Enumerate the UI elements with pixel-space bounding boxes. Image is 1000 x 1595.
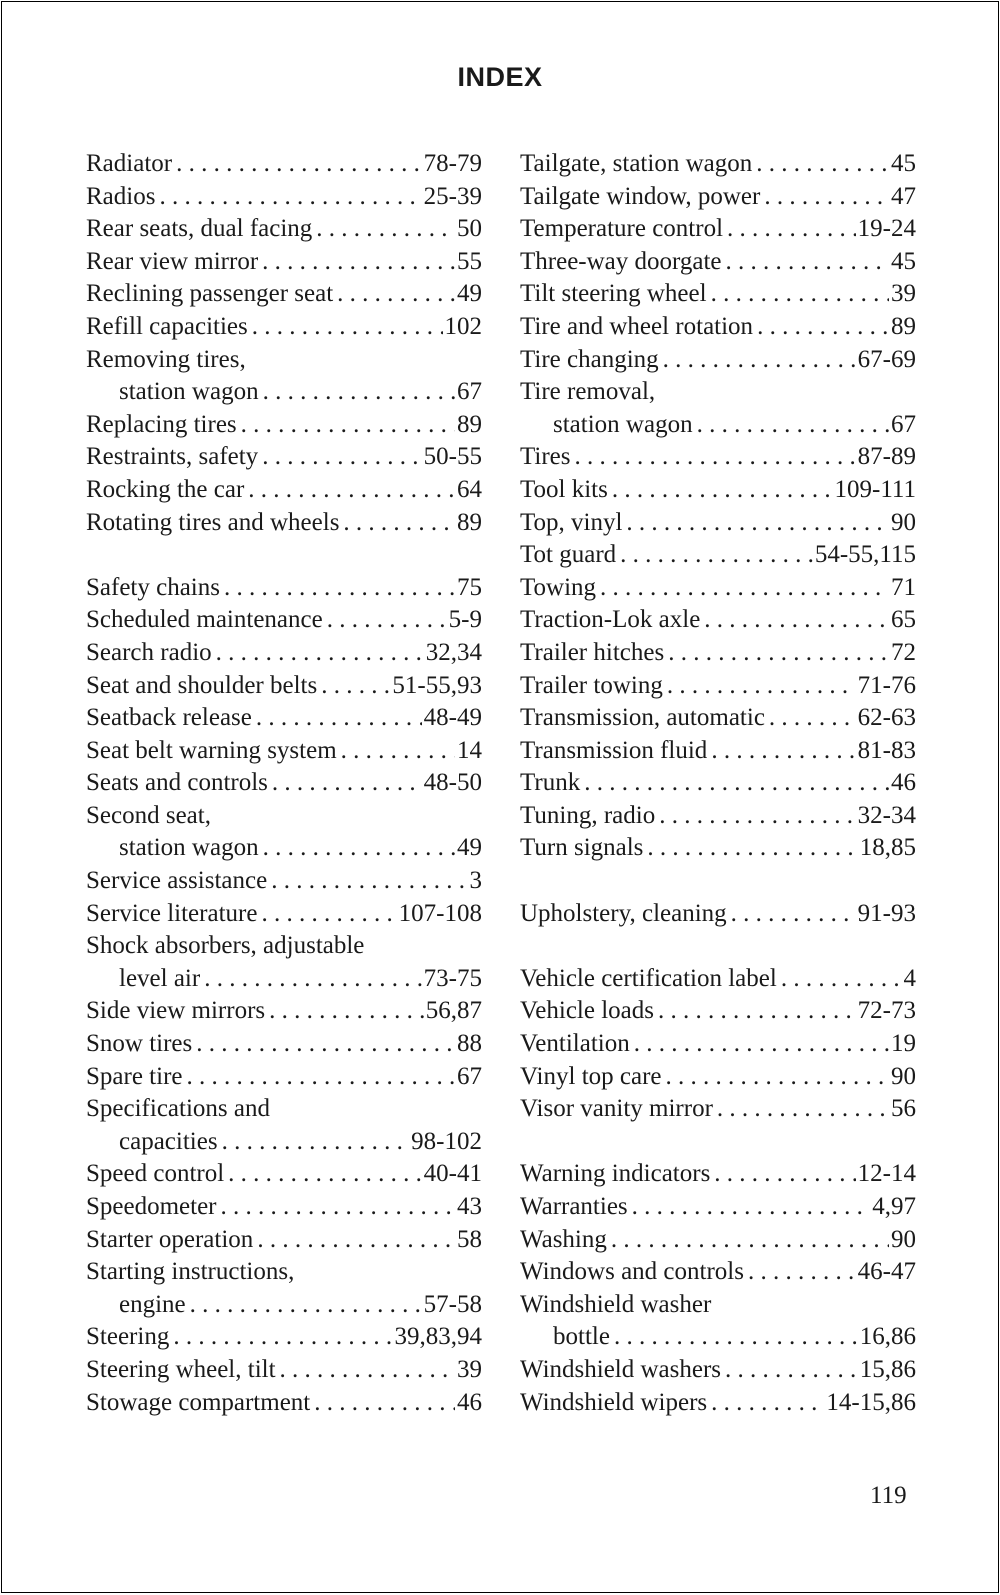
index-term: Rear view mirror bbox=[86, 247, 259, 275]
index-page-ref: 32,34 bbox=[425, 638, 482, 666]
index-term: Trailer towing bbox=[520, 671, 663, 699]
index-page-ref: 67 bbox=[891, 410, 916, 438]
index-term: Warranties bbox=[520, 1193, 628, 1220]
index-entry bbox=[520, 1191, 916, 1224]
index-entry bbox=[520, 767, 916, 800]
index-term: Towing bbox=[520, 573, 597, 601]
index-entry bbox=[520, 604, 916, 637]
index-term: capacities bbox=[119, 1127, 218, 1155]
dot-leader bbox=[259, 832, 455, 865]
index-page-ref: 56,87 bbox=[425, 997, 482, 1025]
index-page-ref: 4,97 bbox=[872, 1193, 916, 1220]
index-term: Speedometer bbox=[86, 1193, 217, 1220]
index-term: Steering wheel, tilt bbox=[86, 1355, 276, 1383]
index-entry bbox=[520, 376, 916, 409]
dot-leader bbox=[628, 1191, 871, 1224]
index-entry bbox=[86, 930, 482, 963]
dot-leader bbox=[662, 1061, 889, 1094]
index-term: Rear seats, dual facing bbox=[86, 215, 313, 243]
dot-leader bbox=[258, 441, 421, 474]
index-term: Speed control bbox=[86, 1160, 225, 1188]
index-entry bbox=[520, 1387, 916, 1420]
index-term: Seat and shoulder belts bbox=[86, 671, 318, 699]
index-page-ref: 40-41 bbox=[423, 1160, 482, 1188]
dot-leader bbox=[580, 767, 889, 800]
index-page-ref: 39 bbox=[891, 280, 916, 308]
index-page-ref: 67-69 bbox=[857, 345, 916, 373]
index-page-ref: 46 bbox=[891, 769, 916, 797]
index-term: Trailer hitches bbox=[520, 638, 665, 666]
index-term: Tire changing bbox=[520, 345, 659, 373]
index-page-ref: 78-79 bbox=[423, 150, 482, 177]
index-term: Snow tires bbox=[86, 1030, 193, 1058]
dot-leader bbox=[765, 702, 856, 735]
index-term: Scheduled maintenance bbox=[86, 606, 323, 634]
index-entry bbox=[520, 1061, 916, 1094]
dot-leader bbox=[622, 507, 889, 540]
index-term: bottle bbox=[553, 1323, 610, 1351]
index-term: Top, vinyl bbox=[520, 508, 623, 536]
index-page-ref: 12-14 bbox=[857, 1160, 916, 1188]
index-term: Service literature bbox=[86, 899, 258, 927]
index-page-ref: 64 bbox=[457, 475, 482, 503]
index-entry bbox=[520, 1224, 916, 1257]
dot-leader bbox=[217, 1191, 455, 1224]
index-entry bbox=[86, 148, 482, 181]
dot-leader bbox=[760, 181, 889, 214]
index-page-ref: 51-55,93 bbox=[392, 671, 482, 699]
index-term: Rocking the car bbox=[86, 475, 245, 503]
dot-leader bbox=[259, 376, 455, 409]
index-page-ref: 39 bbox=[457, 1355, 482, 1383]
dot-leader bbox=[220, 572, 455, 605]
index-page-ref: 88 bbox=[457, 1030, 482, 1058]
index-term: Refill capacities bbox=[86, 312, 248, 340]
index-entry bbox=[86, 995, 482, 1028]
index-entry bbox=[86, 344, 482, 377]
index-entry bbox=[86, 735, 482, 768]
index-term: station wagon bbox=[119, 378, 259, 406]
dot-leader bbox=[753, 311, 889, 344]
index-entry bbox=[520, 344, 916, 377]
index-page-ref: 72-73 bbox=[857, 997, 916, 1025]
index-page-ref: 91-93 bbox=[857, 899, 916, 927]
dot-leader bbox=[654, 995, 856, 1028]
dot-leader bbox=[655, 800, 855, 833]
dot-leader bbox=[312, 213, 455, 246]
dot-leader bbox=[244, 474, 455, 507]
index-page-ref: 90 bbox=[891, 508, 916, 536]
index-page-ref: 98-102 bbox=[411, 1127, 482, 1155]
index-entry bbox=[86, 832, 482, 865]
index-page-ref: 57-58 bbox=[423, 1290, 482, 1318]
index-term: engine bbox=[119, 1290, 186, 1318]
index-term: Second seat, bbox=[86, 801, 211, 829]
index-entry bbox=[520, 278, 916, 311]
index-page-ref: 71 bbox=[891, 573, 916, 601]
dot-leader bbox=[710, 1158, 855, 1191]
dot-leader bbox=[659, 344, 856, 377]
index-entry bbox=[86, 963, 482, 996]
index-term: Turn signals bbox=[520, 834, 644, 862]
dot-leader bbox=[267, 865, 467, 898]
index-page-ref: 72 bbox=[891, 638, 916, 666]
index-entry bbox=[86, 213, 482, 246]
index-entry bbox=[86, 1191, 482, 1224]
index-entry bbox=[86, 1126, 482, 1159]
dot-leader bbox=[707, 278, 889, 311]
index-term: Search radio bbox=[86, 638, 212, 666]
index-term: Traction-Lok axle bbox=[520, 606, 701, 634]
index-entry bbox=[86, 702, 482, 735]
index-term: Tailgate window, power bbox=[520, 182, 761, 210]
dot-leader bbox=[252, 702, 422, 735]
dot-leader bbox=[727, 898, 856, 931]
dot-leader bbox=[693, 409, 889, 442]
index-page-ref: 102 bbox=[444, 312, 482, 340]
dot-leader bbox=[777, 963, 902, 996]
index-entry bbox=[86, 474, 482, 507]
index-entry bbox=[86, 311, 482, 344]
index-entry bbox=[520, 474, 916, 507]
index-term: station wagon bbox=[553, 410, 693, 438]
index-entry bbox=[520, 409, 916, 442]
index-term: Seats and controls bbox=[86, 769, 268, 797]
dot-leader bbox=[323, 604, 447, 637]
index-term: Temperature control bbox=[520, 215, 724, 243]
dot-leader bbox=[310, 1387, 455, 1420]
index-page-ref: 14 bbox=[457, 736, 482, 764]
index-term: Three-way doorgate bbox=[520, 247, 722, 275]
index-entry bbox=[86, 507, 482, 540]
dot-leader bbox=[268, 767, 422, 800]
index-page-ref: 46-47 bbox=[857, 1258, 916, 1286]
index-entry bbox=[520, 1256, 916, 1289]
index-entry bbox=[86, 409, 482, 442]
index-term: Removing tires, bbox=[86, 345, 246, 373]
index-page-ref: 75 bbox=[457, 573, 482, 601]
index-page-ref: 50 bbox=[457, 215, 482, 243]
index-page-ref: 5-9 bbox=[448, 606, 482, 634]
index-term: Tilt steering wheel bbox=[520, 280, 707, 308]
index-entry bbox=[520, 670, 916, 703]
index-term: Replacing tires bbox=[86, 410, 237, 438]
index-entry bbox=[520, 1354, 916, 1387]
index-spacer bbox=[520, 930, 916, 963]
index-page-ref: 55 bbox=[457, 247, 482, 275]
index-entry bbox=[520, 311, 916, 344]
index-page-ref: 56 bbox=[891, 1095, 916, 1123]
index-entry bbox=[520, 1028, 916, 1061]
index-entry bbox=[86, 572, 482, 605]
index-entry bbox=[520, 441, 916, 474]
index-term: Visor vanity mirror bbox=[520, 1095, 713, 1123]
index-entry bbox=[520, 181, 916, 214]
index-term: Tire and wheel rotation bbox=[520, 312, 754, 340]
index-term: Ventilation bbox=[520, 1030, 630, 1058]
index-entry bbox=[520, 735, 916, 768]
index-page-ref: 45 bbox=[891, 150, 916, 177]
index-entry bbox=[520, 1289, 916, 1322]
index-term: Trunk bbox=[520, 769, 581, 797]
index-entry bbox=[520, 898, 916, 931]
index-spacer bbox=[520, 1126, 916, 1159]
index-page-ref: 39,83,94 bbox=[394, 1323, 482, 1351]
dot-leader bbox=[237, 409, 455, 442]
index-page-ref: 67 bbox=[457, 1062, 482, 1090]
index-entry bbox=[86, 1321, 482, 1354]
index-term: Specifications and bbox=[86, 1095, 270, 1123]
dot-leader bbox=[218, 1126, 410, 1159]
index-term: Steering bbox=[86, 1323, 170, 1351]
index-entry bbox=[520, 1158, 916, 1191]
index-term: Tot guard bbox=[520, 541, 617, 569]
index-page-ref: 25-39 bbox=[423, 182, 482, 210]
index-entry bbox=[86, 1224, 482, 1257]
dot-leader bbox=[224, 1158, 422, 1191]
dot-leader bbox=[663, 670, 856, 703]
index-page-ref: 54-55,115 bbox=[814, 541, 916, 569]
index-term: Tailgate, station wagon bbox=[520, 150, 753, 177]
index-term: Vinyl top care bbox=[520, 1062, 662, 1090]
index-term: Windshield washer bbox=[520, 1290, 712, 1318]
index-term: Starter operation bbox=[86, 1225, 254, 1253]
index-term: Windows and controls bbox=[520, 1258, 744, 1286]
dot-leader bbox=[707, 1387, 824, 1420]
index-term: Tire removal, bbox=[520, 378, 656, 406]
index-entry bbox=[86, 278, 482, 311]
dot-leader bbox=[700, 604, 889, 637]
index-entry bbox=[86, 1028, 482, 1061]
index-term: Transmission fluid bbox=[520, 736, 708, 764]
dot-leader bbox=[571, 441, 856, 474]
index-page-ref: 14-15,86 bbox=[826, 1388, 916, 1416]
dot-leader bbox=[192, 1028, 455, 1061]
index-entry bbox=[520, 213, 916, 246]
index-page-ref: 107-108 bbox=[398, 899, 482, 927]
index-entry bbox=[86, 637, 482, 670]
dot-leader bbox=[265, 995, 424, 1028]
index-entry bbox=[520, 148, 916, 181]
dot-leader bbox=[276, 1354, 455, 1387]
index-page-ref: 3 bbox=[469, 867, 482, 895]
index-entry bbox=[520, 246, 916, 279]
dot-leader bbox=[339, 507, 455, 540]
index-term: Vehicle loads bbox=[520, 997, 654, 1025]
index-page-ref: 19 bbox=[891, 1030, 916, 1058]
dot-leader bbox=[752, 148, 889, 181]
dot-leader bbox=[723, 213, 856, 246]
index-term: Shock absorbers, adjustable bbox=[86, 932, 365, 960]
index-page-ref: 15,86 bbox=[859, 1355, 916, 1383]
index-entry bbox=[86, 1093, 482, 1126]
index-entry bbox=[86, 1256, 482, 1289]
dot-leader bbox=[212, 637, 424, 670]
dot-leader bbox=[607, 1224, 889, 1257]
index-page-ref: 47 bbox=[891, 182, 916, 210]
dot-leader bbox=[713, 1093, 889, 1126]
dot-leader bbox=[333, 278, 455, 311]
index-term: Tool kits bbox=[520, 475, 608, 503]
index-page-ref: 89 bbox=[457, 508, 482, 536]
page-number: 119 bbox=[870, 1482, 907, 1509]
index-term: Starting instructions, bbox=[86, 1258, 295, 1286]
index-term: level air bbox=[119, 964, 201, 992]
index-entry bbox=[86, 604, 482, 637]
index-entry bbox=[86, 670, 482, 703]
index-entry bbox=[520, 572, 916, 605]
dot-leader bbox=[257, 898, 396, 931]
dot-leader bbox=[337, 735, 455, 768]
index-term: Tuning, radio bbox=[520, 801, 656, 829]
index-page-ref: 90 bbox=[891, 1062, 916, 1090]
index-term: Radios bbox=[86, 182, 156, 210]
dot-leader bbox=[721, 1354, 858, 1387]
index-column-right bbox=[520, 148, 916, 1419]
page-title: INDEX bbox=[457, 62, 543, 92]
index-term: Spare tire bbox=[86, 1062, 183, 1090]
index-page-ref: 87-89 bbox=[857, 443, 916, 471]
dot-leader bbox=[608, 474, 833, 507]
index-page-ref: 4 bbox=[903, 964, 916, 992]
index-entry bbox=[86, 898, 482, 931]
index-term: Side view mirrors bbox=[86, 997, 266, 1025]
index-column-left bbox=[86, 148, 482, 1419]
dot-leader bbox=[172, 148, 422, 181]
dot-leader bbox=[643, 832, 857, 865]
index-entry bbox=[86, 181, 482, 214]
index-page-ref: 19-24 bbox=[857, 215, 916, 243]
index-entry bbox=[520, 963, 916, 996]
index-page-ref: 81-83 bbox=[857, 736, 916, 764]
index-page-ref: 16,86 bbox=[859, 1323, 916, 1351]
dot-leader bbox=[610, 1321, 858, 1354]
dot-leader bbox=[182, 1061, 455, 1094]
index-entry bbox=[86, 767, 482, 800]
dot-leader bbox=[253, 1224, 455, 1257]
index-page-ref: 65 bbox=[891, 606, 916, 634]
index-term: station wagon bbox=[119, 834, 259, 862]
index-term: Washing bbox=[520, 1225, 607, 1253]
index-page-ref: 50-55 bbox=[423, 443, 482, 471]
index-page-ref: 89 bbox=[891, 312, 916, 340]
dot-leader bbox=[664, 637, 889, 670]
index-term: Seat belt warning system bbox=[86, 736, 337, 764]
dot-leader bbox=[317, 670, 390, 703]
dot-leader bbox=[707, 735, 855, 768]
index-entry bbox=[520, 800, 916, 833]
index-term: Radiator bbox=[86, 150, 173, 177]
index-entry bbox=[86, 441, 482, 474]
index-term: Tires bbox=[520, 443, 571, 471]
index-page-ref: 49 bbox=[457, 280, 482, 308]
index-page-ref: 32-34 bbox=[857, 801, 916, 829]
index-entry bbox=[520, 539, 916, 572]
dot-leader bbox=[630, 1028, 889, 1061]
index-entry bbox=[520, 1321, 916, 1354]
index-page-ref: 89 bbox=[457, 410, 482, 438]
index-page-ref: 49 bbox=[457, 834, 482, 862]
index-entry bbox=[86, 1061, 482, 1094]
index-page-ref: 48-49 bbox=[423, 704, 482, 732]
index-spacer bbox=[520, 865, 916, 898]
index-page-ref: 90 bbox=[891, 1225, 916, 1253]
index-entry bbox=[520, 1093, 916, 1126]
dot-leader bbox=[169, 1321, 392, 1354]
index-term: Restraints, safety bbox=[86, 443, 259, 471]
index-entry bbox=[86, 1158, 482, 1191]
index-term: Rotating tires and wheels bbox=[86, 508, 340, 536]
index-entry bbox=[86, 246, 482, 279]
index-page-ref: 18,85 bbox=[859, 834, 916, 862]
index-entry bbox=[520, 507, 916, 540]
dot-leader bbox=[744, 1256, 856, 1289]
index-term: Vehicle certification label bbox=[520, 964, 777, 992]
index-entry bbox=[86, 376, 482, 409]
index-term: Upholstery, cleaning bbox=[520, 899, 727, 927]
index-entry bbox=[520, 832, 916, 865]
index-page-ref: 109-111 bbox=[834, 475, 916, 503]
index-term: Safety chains bbox=[86, 573, 220, 601]
dot-leader bbox=[248, 311, 443, 344]
index-page bbox=[1, 1, 999, 1593]
index-page-ref: 71-76 bbox=[857, 671, 916, 699]
index-term: Windshield washers bbox=[520, 1355, 722, 1383]
index-term: Service assistance bbox=[86, 867, 268, 895]
index-term: Reclining passenger seat bbox=[86, 280, 334, 308]
index-entry bbox=[520, 637, 916, 670]
index-page-ref: 67 bbox=[457, 378, 482, 406]
index-page-ref: 45 bbox=[891, 247, 916, 275]
index-entry bbox=[86, 1387, 482, 1420]
dot-leader bbox=[155, 181, 421, 214]
index-page-ref: 46 bbox=[457, 1388, 482, 1416]
index-entry bbox=[86, 1289, 482, 1322]
dot-leader bbox=[200, 963, 421, 996]
index-entry bbox=[86, 865, 482, 898]
index-entry bbox=[86, 1354, 482, 1387]
index-term: Stowage compartment bbox=[86, 1388, 311, 1416]
index-page-ref: 73-75 bbox=[423, 964, 482, 992]
index-page-ref: 43 bbox=[457, 1193, 482, 1220]
dot-leader bbox=[596, 572, 889, 605]
index-entry bbox=[520, 995, 916, 1028]
index-term: Transmission, automatic bbox=[520, 704, 765, 732]
index-page-ref: 48-50 bbox=[423, 769, 482, 797]
index-term: Windshield wipers bbox=[520, 1388, 708, 1416]
dot-leader bbox=[616, 539, 813, 572]
dot-leader bbox=[258, 246, 455, 279]
index-entry bbox=[86, 800, 482, 833]
index-term: Warning indicators bbox=[520, 1160, 711, 1188]
index-page-ref: 58 bbox=[457, 1225, 482, 1253]
index-term: Seatback release bbox=[86, 704, 252, 732]
dot-leader bbox=[186, 1289, 422, 1322]
index-entry bbox=[520, 702, 916, 735]
index-page-ref: 62-63 bbox=[857, 704, 916, 732]
index-spacer bbox=[86, 539, 482, 572]
dot-leader bbox=[722, 246, 889, 279]
